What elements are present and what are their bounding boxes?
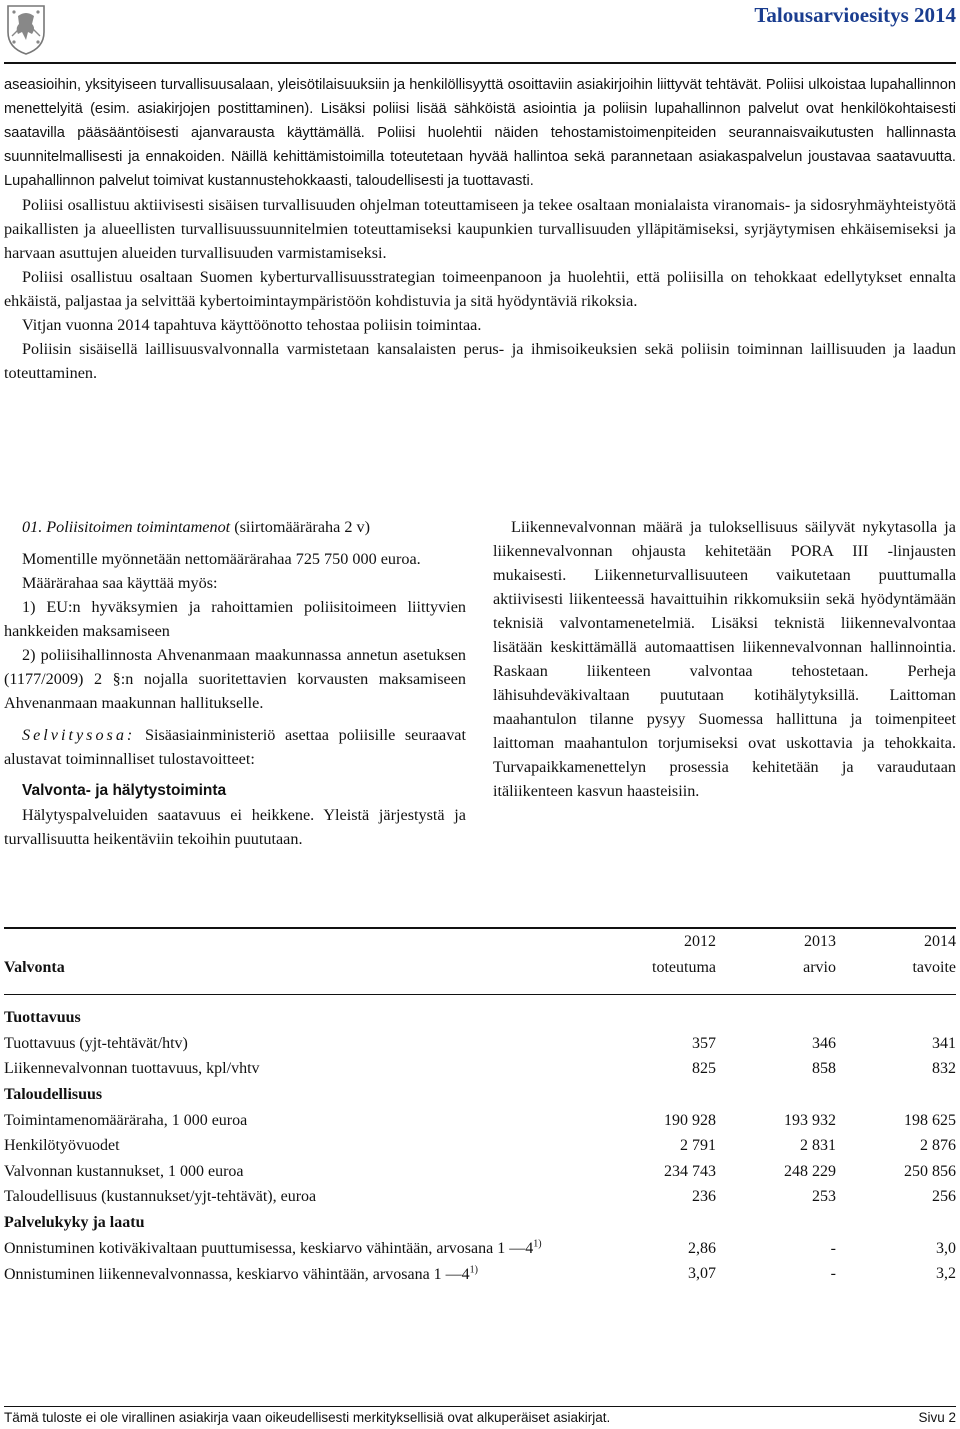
table-cell-2012: 2,86	[688, 1239, 716, 1257]
table-row	[4, 1056, 956, 1082]
col-kind-2014: tavoite	[912, 958, 956, 976]
table-cell-2014: 3,2	[936, 1265, 956, 1283]
table-cell-2012: 190 928	[664, 1111, 716, 1129]
table-cell-2013: 858	[812, 1060, 836, 1078]
right-paragraph-1: Liikennevalvonnan määrä ja tuloksellisuus säilyvät nykytasolla ja liikennevalvonnan ohjausta kehitetään PORA III -linjausten mukaisesti. Liikenneturvallisuuteen vaikutetaan puuttumalla aktiivisesti liikenteessä havaittuihin rikkomuksiin sekä hyödyntämään teknisiä valvontamenetelmiä. Lisäksi teknistä liikennevalvontaa lisätään keskittämällä automaattisen liikennevalvonnan hallinnointia. Raskaan liikenteen valvontaa tehostetaan. Perheja lähisuhdeväkivaltaan puututaan kotihälytyksillä. Laittoman maahantulon tilanne pysyy Suomessa hallittuna ja toimenpiteet laittoman maahantulon torjumiseksi ovat uskottavia ja tehokkaita. Turvapaikkamenettelyn prosessia kehitetään ja varaudutaan itäliikenteen kasvun haasteisiin.	[493, 518, 956, 800]
table-cell-2014: 832	[932, 1060, 956, 1078]
table-cell-2013: 193 932	[784, 1111, 836, 1129]
intro-paragraph-3: Poliisi osallistuu osaltaan Suomen kyberturvallisuusstrategian toimeenpanoon ja huolehtii, että poliisilla on tehokkaat edellytykset ennalta ehkäistä, paljastaa ja selvittää kybertoimintaympäristöön kohdistuvia ja sitä hyödyntäviä rikoksia.	[4, 268, 956, 310]
table-group-label: Palvelukyky ja laatu	[4, 1213, 145, 1231]
table-cell-2013: 253	[812, 1188, 836, 1206]
table-row	[4, 1133, 956, 1159]
table-group-label: Taloudellisuus	[4, 1085, 103, 1103]
table-header-kinds	[4, 955, 956, 981]
table-header-years	[4, 928, 956, 955]
table-cell-2012: 2 791	[680, 1137, 716, 1155]
table-group-label: Tuottavuus	[4, 1009, 81, 1027]
document-title: Talousarvioesitys 2014	[754, 3, 956, 27]
table-group-row	[4, 1082, 956, 1108]
table-cell-2014: 3,0	[936, 1239, 956, 1257]
col-year-2012: 2012	[684, 933, 716, 950]
col-year-2014: 2014	[924, 933, 956, 950]
footnote-marker: 1)	[469, 1264, 479, 1276]
table-row-label	[4, 1159, 596, 1185]
table-cell-2014: 341	[932, 1034, 956, 1052]
table-cell-2014: 256	[932, 1188, 956, 1206]
col-kind-2012: toteutuma	[652, 958, 716, 976]
table-cell-2012: 357	[692, 1034, 716, 1052]
row-label-text: Onnistuminen kotiväkivaltaan puuttumisessa, keskiarvo vähintään, arvosana 1 —4	[4, 1240, 534, 1258]
table-cell-2013: 2 831	[800, 1137, 836, 1155]
table-row-label	[4, 1184, 596, 1210]
table-cell-2012: 236	[692, 1188, 716, 1206]
table-cell-2013: -	[830, 1239, 836, 1257]
selvitysosa-label: Selvitysosa:	[22, 726, 136, 744]
left-paragraph-6: Hälytyspalveluiden saatavuus ei heikkene. Yleistä järjestystä ja turvallisuutta heikentäviin tekoihin puututaan.	[4, 806, 466, 848]
footer-page-number: Sivu 2	[918, 1410, 956, 1425]
row-label-text: Tuottavuus (yjt-tehtävät/htv)	[4, 1034, 188, 1052]
row-label-text: Valvonnan kustannukset, 1 000 euroa	[4, 1162, 244, 1180]
finnish-coat-of-arms-icon	[4, 2, 48, 56]
footnote-marker: 1)	[533, 1238, 542, 1250]
table-row-label	[4, 1056, 596, 1082]
row-label-text: Onnistuminen liikennevalvonnassa, keskiarvo vähintään, arvosana 1 —4	[4, 1265, 470, 1283]
table-cell-2013: 248 229	[784, 1162, 836, 1180]
footer-rule	[4, 1406, 956, 1407]
intro-paragraph-1: aseasioihin, yksityiseen turvallisuusalaan, yleisötilaisuuksiin ja henkilöllisyyttä osoittaviin asiakirjoihin liittyvät tehtävät. Poliisi ulkoistaa lupahallinnon menettelyitä (esim. asiakirjojen postittaminen). Lisäksi poliisi lisää sähköistä asiointia ja poliisin lupahallinnon palvelut ovat henkilökohtaisesti saatavilla pääsääntöisesti ajanvarausta käyttämällä. Poliisi huolehtii näiden tehostamistoimenpiteiden seurannaisvaikutusten hallinnasta suunnitelmallisesti ja ennakoiden. Näillä kehittämistoimilla toteutetaan hyvää hallintoa sekä parannetaan asiakaspalvelun joustavaa saatavuutta. Lupahallinnon palvelut toimivat kustannustehokkaasti, taloudellisesti ja tuottavasti.	[4, 77, 956, 189]
table-row	[4, 1031, 956, 1057]
table-row-label	[4, 1108, 596, 1134]
row-label-text: Liikennevalvonnan tuottavuus, kpl/vhtv	[4, 1060, 260, 1078]
header-rule	[4, 62, 956, 64]
table-cell-2014: 198 625	[904, 1111, 956, 1129]
row-label-text: Taloudellisuus (kustannukset/yjt-tehtävät), euroa	[4, 1188, 317, 1206]
moment-number: 01.	[22, 518, 43, 536]
table-label: Valvonta	[4, 958, 65, 976]
footer-disclaimer: Tämä tuloste ei ole virallinen asiakirja vaan oikeudellisesti merkityksellisiä ovat alkuperäiset asiakirjat.	[4, 1410, 611, 1425]
table-cell-2014: 250 856	[904, 1162, 956, 1180]
intro-paragraph-4: Vitjan vuonna 2014 tapahtuva käyttöönotto tehostaa poliisin toimintaa.	[22, 316, 482, 334]
intro-paragraph-2: Poliisi osallistuu aktiivisesti sisäisen turvallisuuden ohjelman toteuttamiseen ja tekee osaltaan monialaista viranomais- ja sidosryhmäyhteistyötä paikallisten ja alueellisten turvallisuussuunnitelmien toteuttamiseksi kaupunkien turvallisuuden ylläpitämiseksi, syrjäytymisen ehkäisemiseksi ja harvaan asuttujen alueiden turvallisuuden varmistamiseksi.	[4, 196, 956, 262]
table-group-row	[4, 1210, 956, 1236]
performance-table	[4, 927, 956, 1287]
table-cell-2012: 234 743	[664, 1162, 716, 1180]
table-row	[4, 1261, 956, 1287]
row-label-text: Toimintamenomääräraha, 1 000 euroa	[4, 1111, 248, 1129]
col-kind-2013: arvio	[803, 958, 836, 976]
left-paragraph-1: Momentille myönnetään nettomäärärahaa 725 750 000 euroa.	[22, 550, 421, 568]
table-row-label	[4, 1261, 596, 1287]
left-paragraph-4: 2) poliisihallinnosta Ahvenanmaan maakunnassa annetun asetuksen (1177/2009) 2 §:n nojalla suoritettavien korvausten maksamiseen Ahvenanmaan maakunnan hallitukselle.	[4, 646, 466, 712]
table-row-label	[4, 1031, 596, 1057]
moment-heading	[4, 515, 466, 539]
table-spacer	[4, 995, 956, 1006]
left-paragraph-3: 1) EU:n hyväksymien ja rahoittamien poliisitoimeen liittyvien hankkeiden maksamiseen	[4, 598, 466, 640]
table-cell-2012: 3,07	[688, 1265, 716, 1283]
left-paragraph-5	[4, 723, 466, 771]
left-paragraph-2: Määrärahaa saa käyttää myös:	[22, 574, 218, 592]
selvitysosa-text: Sisäasiainministeriö asettaa poliisille seuraavat alustavat toiminnalliset tulostavoitteet:	[4, 726, 466, 768]
table-cell-2012: 825	[692, 1060, 716, 1078]
table-row	[4, 1108, 956, 1134]
table-row-label	[4, 1236, 596, 1262]
intro-paragraph-5: Poliisin sisäisellä laillisuusvalvonnalla varmistetaan kansalaisten perus- ja ihmisoikeuksien sekä poliisin toiminnan laillisuuden ja laadun toteuttaminen.	[4, 340, 956, 382]
table-row	[4, 1184, 956, 1210]
page-header	[0, 0, 960, 62]
left-column	[4, 515, 466, 851]
table-row	[4, 1159, 956, 1185]
table-cell-2013: -	[830, 1265, 836, 1283]
col-year-2013: 2013	[804, 933, 836, 950]
moment-title: Poliisitoimen toimintamenot	[46, 518, 231, 536]
table-cell-2013: 346	[812, 1034, 836, 1052]
intro-section	[4, 73, 956, 385]
table-header-separator	[4, 980, 956, 995]
moment-type: (siirtomääräraha 2 v)	[234, 518, 370, 536]
table-row-label	[4, 1133, 596, 1159]
right-column	[493, 515, 956, 803]
section-heading: Valvonta- ja hälytystoiminta	[22, 782, 227, 799]
table-row	[4, 1236, 956, 1262]
table-cell-2014: 2 876	[920, 1137, 956, 1155]
table-group-row	[4, 1005, 956, 1031]
row-label-text: Henkilötyövuodet	[4, 1137, 120, 1155]
